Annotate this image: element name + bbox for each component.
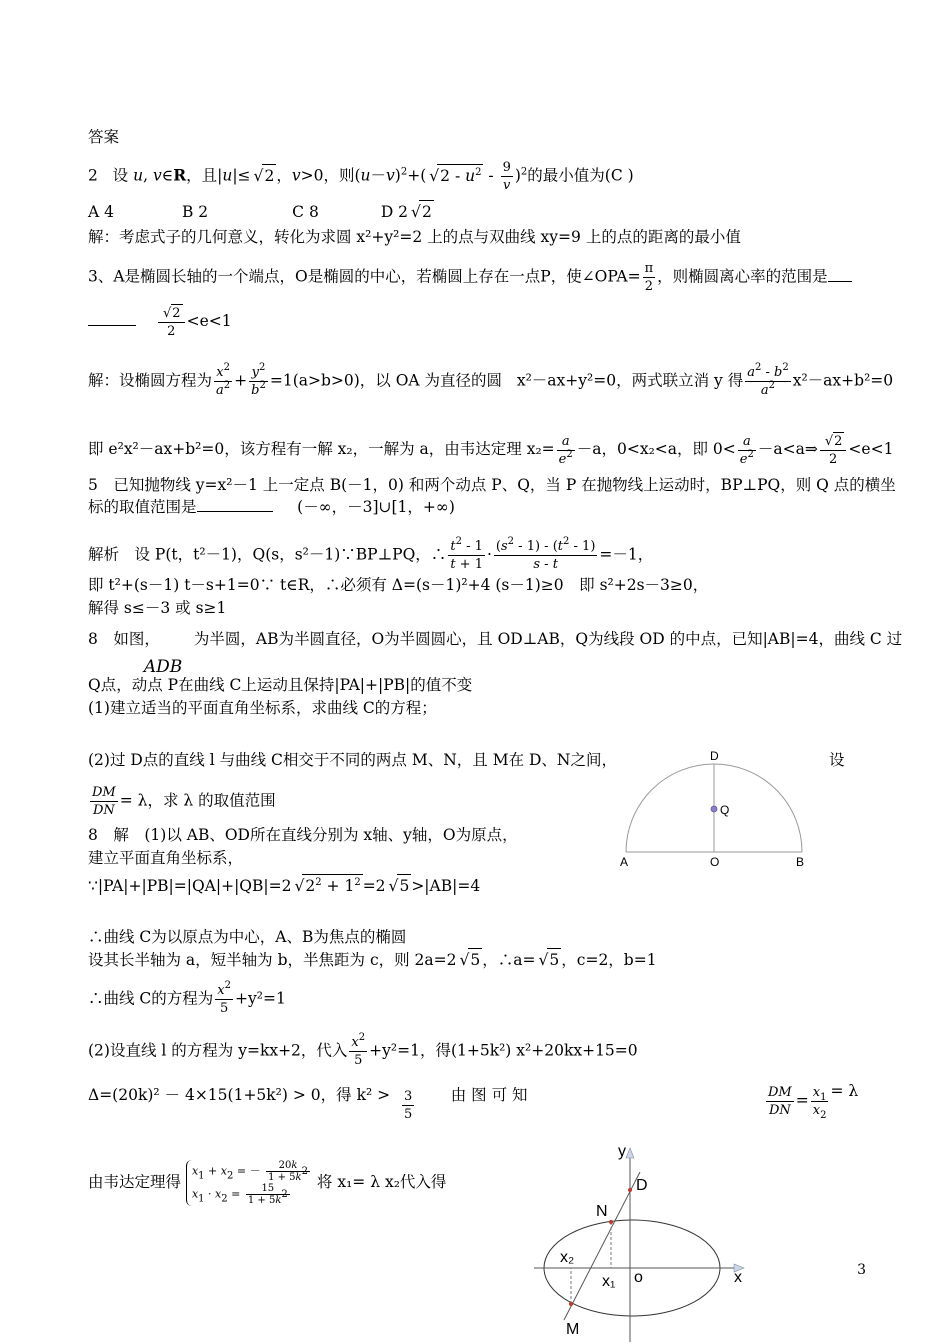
ellipse-figure <box>534 1136 760 1342</box>
q8-solution-5: 设其长半轴为 a，短半轴为 b，半焦距为 c，则 2a=2√ 5 ，∴a=√ 5 ，c=2，b=1 <box>88 948 657 971</box>
q3-answer: √ $\frac{2}{2}$ <e<1 <box>88 304 232 340</box>
q3-solution-1: 解：设椭圆方程为 $\frac{x^2}{a^2}$ + $\frac{y^2}{b^2}$ =1(a>b>0)，以 OA 为直径的圆 x²－ax+y²=0，两式联立消 y 得 $\frac{a^2 - b^2}{a^2}$ x²－ax+b²=0 <box>88 362 894 398</box>
page-number: 3 <box>857 1262 866 1278</box>
q2-question: 2 设 u, v∈R，且|u|≤√ 2 ，v>0，则$(u-v)^2+(√$ $2 - u^2$ - $\frac{9}{v}$ )$^2$的最小值为(C ) <box>88 159 634 194</box>
q5-question-1: 5 已知抛物线 y=x²－1 上一定点 B(－1，0) 和两个动点 P、Q，当 P 在抛物线上运动时，BP⊥PQ，则 Q 点的横坐 <box>88 476 896 494</box>
label-x: x <box>734 1269 742 1286</box>
q8-part-1: (1)建立适当的平面直角坐标系，求曲线 C的方程； <box>88 699 437 717</box>
q8-question-2: Q点，动点 P在曲线 C上运动且保持|PA|+|PB|的值不变 <box>88 676 473 694</box>
label-x2: x₂ <box>560 1249 575 1266</box>
label-m: M <box>566 1321 580 1338</box>
q8-question-1: 8 如图， ADB 为半圆，AB为半圆直径，O为半圆圆心，且 OD⊥AB，Q为线段 OD 的中点，已知|AB|=4，曲线 C 过 <box>88 630 903 677</box>
q8-solution-4: ∴曲线 C为以原点为中心，A、B为焦点的椭圆 <box>88 928 407 946</box>
label-a: A <box>620 855 629 869</box>
q8-ratio-formula: $\frac{DM}{DN}$ = $\frac{x_1}{x_2}$ = λ <box>768 1081 859 1121</box>
semicircle-figure <box>612 744 822 874</box>
q5-solution-1: 解析 设 P(t，t²－1)，Q(s，s²－1)∵BP⊥PQ，∴ $\frac{t^2 - 1}{t + 1}$ · $\frac{(s^2 - 1) - (t^2 - 1)}{s - t}$ =－1， <box>88 536 654 572</box>
q3-question: 3、A是椭圆长轴的一个端点，O是椭圆的中心，若椭圆上存在一点P，使∠OPA= $\frac{\pi}{2}$ ，则椭圆离心率的范围是 <box>88 260 852 295</box>
label-x1: x₁ <box>602 1273 616 1290</box>
point-d <box>628 1188 632 1192</box>
q8-solution-9: 由韦达定理得 $x_1 + x_2$ = － $\frac{20k}{1 + 5k^2}$ $x_1 \cdot x_2$ = $\frac{15}{1 + 5k^2}$ 将 x₁= λ x₂代入得 <box>88 1160 447 1206</box>
answer-header: 答案 <box>88 128 120 146</box>
line-l <box>564 1172 640 1320</box>
q8-solution-7: (2)设直线 l 的方程为 y=kx+2，代入 $\frac{x^2}{5}$ +y²=1，得(1+5k²) x²+20kx+15=0 <box>88 1032 638 1068</box>
label-o2: o <box>634 1269 643 1286</box>
q8-part-2: (2)过 D点的直线 l 与曲线 C相交于不同的两点 M、N，且 M在 D、N之间， 设 <box>88 751 845 769</box>
q3-solution-2: 即 e²x²－ax+b²=0，该方程有一解 x₂，一解为 a，由韦达定理 x₂= $\frac{a}{e^2}$ －a，0<x₂<a，即 0< $\frac{a}{e^2}$ －a<a⇒ √ $\frac{2}{2}$ <e<1 <box>88 432 893 468</box>
y-axis-arrow-icon <box>626 1148 634 1158</box>
label-d: D <box>710 749 719 763</box>
q2-solution: 解：考虑式子的几何意义，转化为求圆 x²+y²=2 上的点与双曲线 xy=9 上的点的距离的最小值 <box>88 228 741 246</box>
label-n: N <box>596 1203 608 1220</box>
q8-solution-6: ∴曲线 C的方程为 $\frac{x^2}{5}$ +y²=1 <box>88 980 286 1016</box>
q5-solution-3: 解得 s≤－3 或 s≥1 <box>88 599 227 617</box>
q8-part-2b: $\frac{DM}{DN}$ = λ，求 λ 的取值范围 <box>92 785 276 818</box>
q5-solution-2: 即 t²+(s－1) t－s+1=0∵ t∈R，∴必须有 Δ=(s－1)²+4 (s－1)≥0 即 s²+2s－3≥0， <box>88 576 709 594</box>
q8-solution-2: 建立平面直角坐标系， <box>88 849 244 867</box>
q8-solution-1: 8 解 (1)以 AB、OD所在直线分别为 x轴、y轴，O为原点， <box>88 826 518 844</box>
label-q: Q <box>720 803 730 817</box>
q5-question-2: 标的取值范围是 (－∞，－3]∪[1，+∞) <box>88 498 455 516</box>
q2-options: A 4 B 2 C 8 D 2√ 2 <box>88 200 434 223</box>
label-d2: D <box>636 1177 648 1194</box>
label-b: B <box>796 855 805 869</box>
point-n <box>609 1220 613 1224</box>
point-q <box>711 806 717 812</box>
label-y: y <box>618 1143 626 1160</box>
q8-solution-8: Δ=(20k)² － 4×15(1+5k²) > 0，得 k² > $\frac{3}{5}$ 由 图 可 知 <box>88 1086 528 1122</box>
point-m <box>569 1302 573 1306</box>
q8-solution-3: ∵|PA|+|PB|=|QA|+|QB|=2√ $2^2 + 1^2 =2√$ 5 >|AB|=4 <box>88 874 480 897</box>
label-o: O <box>710 855 720 869</box>
